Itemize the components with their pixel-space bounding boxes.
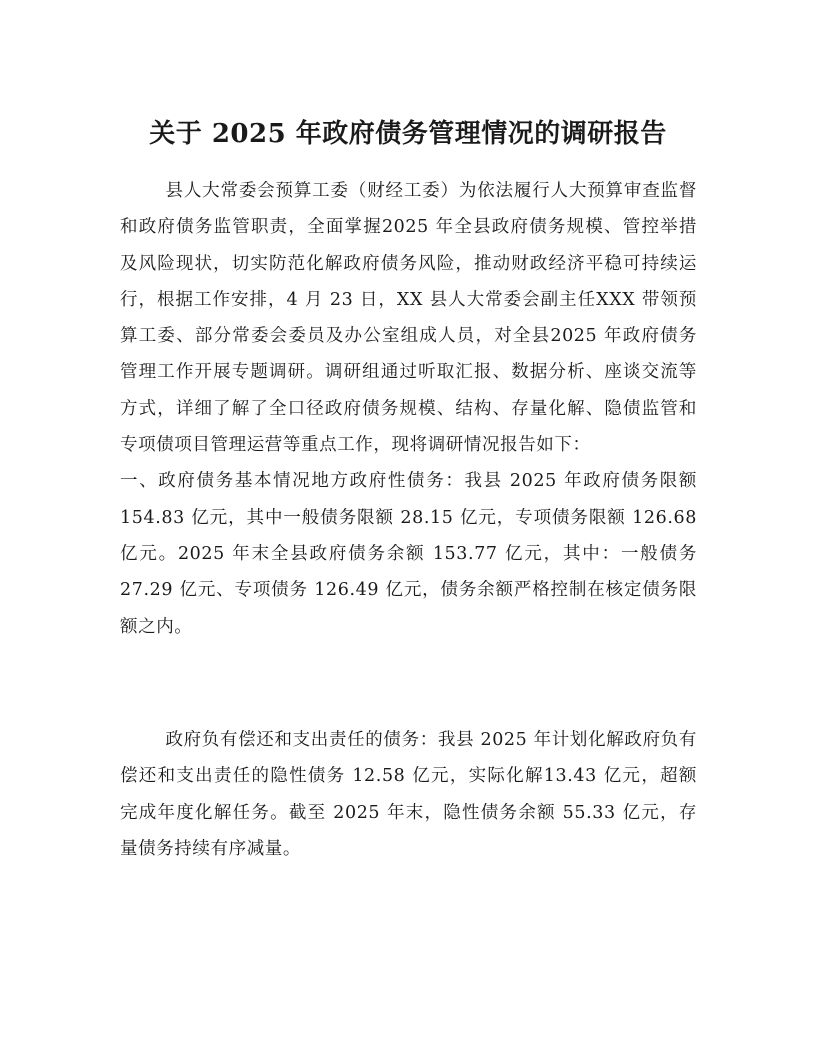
paragraph-2: 政府负有偿还和支出责任的债务：我县 2025 年计划化解政府负有偿还和支出责任的隐性债务 12.58 亿元，实际化解13.43 亿元，超额完成年度化解任务。截至 2025 年末，隐性债务余额 55.33 亿元，存量债务持续有序减量。 [120,730,697,859]
paragraph-1 [120,173,697,645]
paragraph-1-intro: 县人大常委会预算工委（财经工委）为依法履行人大预算审查监督和政府债务监管职责，全面掌握2025 年全县政府债务规模、管控举措及风险现状，切实防范化解政府债务风险，推动财政经济平稳可持续运行，根据工作安排，4 月 23 日，XX 县人大常委会副主任XXX 带领预算工委、部分常委会委员及办公室组成人员，对全县2025 年政府债务管理工作开展专题调研。调研组通过听取汇报、数据分析、座谈交流等方式，详细了解了全口径政府债务规模、结构、存量化解、隐债监管和专项债项目管理运营等重点工作，现将调研情况报告如下： [120,181,697,456]
document-title: 关于 2025 年政府债务管理情况的调研报告 [149,119,667,149]
paragraph-1-continuation: 一、政府债务基本情况地方政府性债务：我县 2025 年政府债务限额 154.83 亿元，其中一般债务限额 28.15 亿元，专项债务限额 126.68 亿元。2025 年末全县政府债务余额 153.77 亿元，其中：一般债务 27.29 亿元、专项债务 126.49 亿元，债务余额严格控制在核定债务限额之内。 [120,471,697,637]
